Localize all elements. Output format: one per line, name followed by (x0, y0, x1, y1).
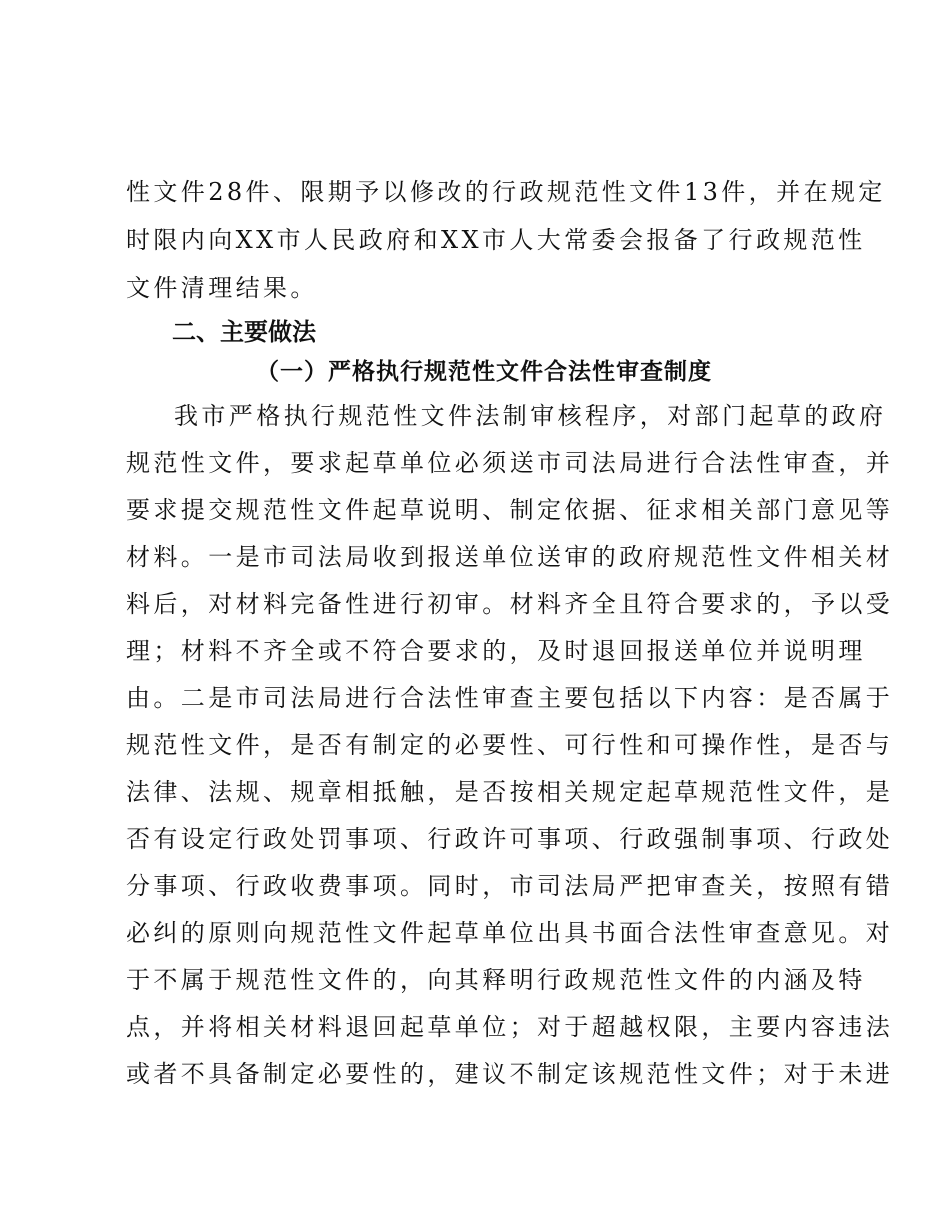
intro-line-3: 文件清理结果。 (126, 274, 318, 302)
body-line-9: 法律、法规、规章相抵触，是否按相关规定起草规范性文件，是 (126, 778, 894, 806)
body-line-2: 规范性文件，要求起草单位必须送市司法局进行合法性审查，并 (126, 449, 894, 477)
body-line-5: 料后，对材料完备性进行初审。材料齐全且符合要求的，予以受 (126, 590, 894, 618)
body-line-8: 规范性文件，是否有制定的必要性、可行性和可操作性，是否与 (126, 731, 894, 759)
body-line-12: 必纠的原则向规范性文件起草单位出具书面合法性审查意见。对 (126, 919, 894, 947)
body-line-10: 否有设定行政处罚事项、行政许可事项、行政强制事项、行政处 (126, 825, 894, 853)
intro-line-1: 性文件28件、限期予以修改的行政规范性文件13件，并在规定 (126, 178, 886, 206)
body-line-11: 分事项、行政收费事项。同时，市司法局严把审查关，按照有错 (126, 872, 894, 900)
section-heading: 二、主要做法 (172, 318, 316, 346)
body-line-14: 点，并将相关材料退回起草单位；对于超越权限，主要内容违法 (126, 1013, 894, 1041)
intro-line-2: 时限内向XX市人民政府和XX市人大常委会报备了行政规范性 (126, 226, 866, 254)
body-line-13: 于不属于规范性文件的，向其释明行政规范性文件的内涵及特 (126, 966, 866, 994)
body-line-1: 我市严格执行规范性文件法制审核程序，对部门起草的政府 (174, 402, 887, 430)
body-line-6: 理；材料不齐全或不符合要求的，及时退回报送单位并说明理 (126, 637, 866, 665)
body-line-7: 由。二是市司法局进行合法性审查主要包括以下内容：是否属于 (126, 684, 894, 712)
body-line-15: 或者不具备制定必要性的，建议不制定该规范性文件；对于未进 (126, 1060, 894, 1088)
subsection-heading: （一）严格执行规范性文件合法性审查制度 (256, 358, 712, 385)
body-line-3: 要求提交规范性文件起草说明、制定依据、征求相关部门意见等 (126, 496, 894, 524)
body-line-4: 材料。一是市司法局收到报送单位送审的政府规范性文件相关材 (126, 543, 894, 571)
